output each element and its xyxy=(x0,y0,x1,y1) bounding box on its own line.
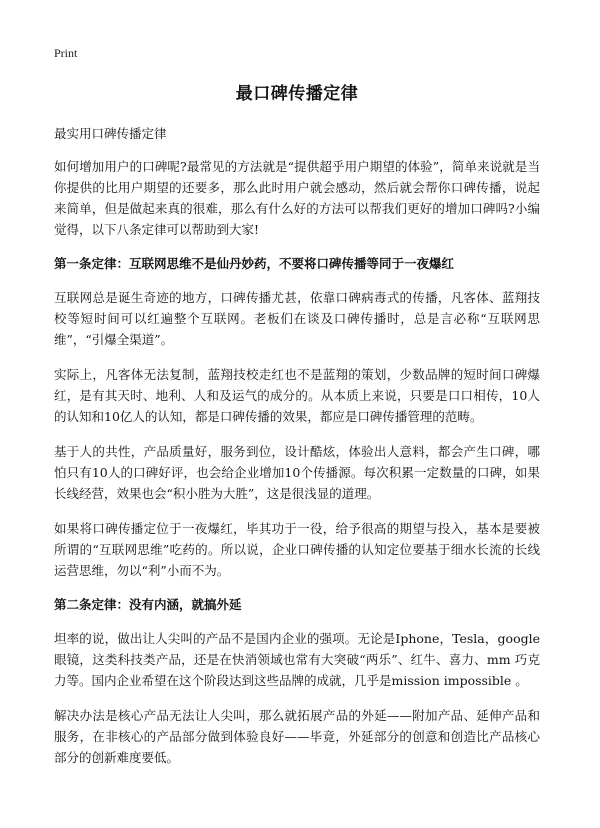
section-2-paragraph-1: 坦率的说，做出让人尖叫的产品不是国内企业的强项。无论是Iphone，Tesla，google 眼镜，这类科技类产品，还是在快消领域也常有大突破“两乐”、红牛、喜力、mm 巧克力等。国内企业希望在这个阶段达到这些品牌的成就，几乎是mission impossible 。 xyxy=(54,631,540,688)
section-1-paragraph-1: 互联网总是诞生奇迹的地方，口碑传播尤甚，依靠口碑病毒式的传播，凡客体、蓝翔技校等短时间可以红遍整个互联网。老板们在谈及口碑传播时，总是言必称“互联网思维”，“引爆全渠道”。 xyxy=(54,290,540,347)
section-2-paragraph-2: 解决办法是核心产品无法让人尖叫，那么就拓展产品的外延——附加产品、延伸产品和服务，在非核心的产品部分做到体验良好——毕竟，外延部分的创意和创造比产品核心部分的创新难度要低。 xyxy=(54,708,540,765)
section-2-heading: 第二条定律：没有内涵，就搞外延 xyxy=(54,597,242,612)
section-1-heading: 第一条定律：互联网思维不是仙丹妙药，不要将口碑传播等同于一夜爆红 xyxy=(54,256,455,271)
section-1-paragraph-3: 基于人的共性，产品质量好，服务到位，设计酷炫，体验出人意料，都会产生口碑，哪怕只有10人的口碑好评，也会给企业增加10个传播源。每次积累一定数量的口碑，如果长线经营，效果也会“积小胜为大胜”，这是很浅显的道理。 xyxy=(54,444,540,501)
print-link[interactable]: Print xyxy=(54,46,78,60)
document-title: 最口碑传播定律 xyxy=(235,84,359,104)
section-1-paragraph-2: 实际上，凡客体无法复制，蓝翔技校走红也不是蓝翔的策划，少数品牌的短时间口碑爆红，是有其天时、地利、人和及运气的成分的。从本质上来说，只要是口口相传，10人的认知和10亿人的认知，都是口碑传播的效果，都应是口碑传播管理的范畴。 xyxy=(54,367,540,424)
section-1-paragraph-4: 如果将口碑传播定位于一夜爆红，毕其功于一役，给予很高的期望与投入，基本是要被所谓的“互联网思维”吃药的。所以说，企业口碑传播的认知定位要基于细水长流的长线运营思维，勿以“利”小而不为。 xyxy=(54,521,540,578)
intro-paragraph: 如何增加用户的口碑呢?最常见的方法就是“提供超乎用户期望的体验”，简单来说就是当你提供的比用户期望的还要多，那么此时用户就会感动，然后就会帮你口碑传播，说起来简单，但是做起来真的很难，那么有什么好的方法可以帮我们更好的增加口碑吗?小编觉得，以下八条定律可以帮助到大家! xyxy=(54,159,540,237)
document-subtitle: 最实用口碑传播定律 xyxy=(54,126,167,141)
